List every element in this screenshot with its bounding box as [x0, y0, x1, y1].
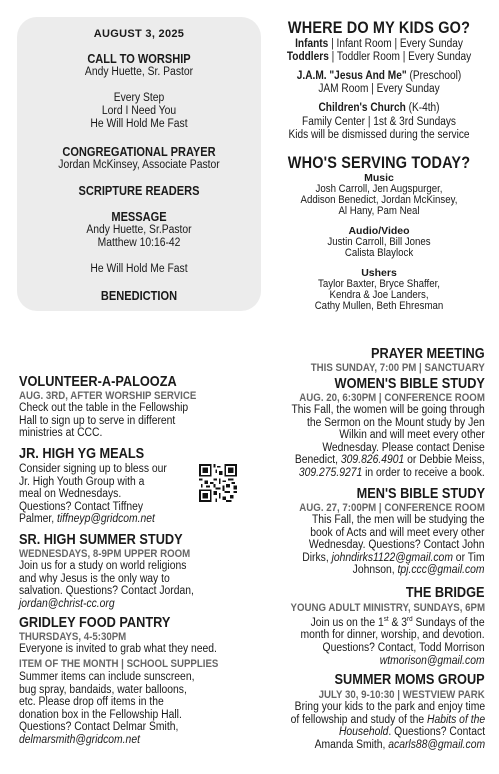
ushers-names-1: Taylor Baxter, Bryce Shaffer, [318, 278, 440, 290]
srhigh-subtitle: WEDNESDAYS, 8-9PM UPPER ROOM [19, 548, 191, 560]
bridge-body: Join us on the 1st & 3rd Sundays of the month for dinner, worship, and devotion. Questions? Contact, Todd Morrison wtmorison@gmail.com [300, 616, 485, 667]
jrhigh-body: Consider signing up to bless our Jr. High Youth Group with a meal on Wednesdays. Questions? Contact Tiffney Palmer, tiffneyp@gridcom.net [19, 463, 167, 526]
pantry-line: Everyone is invited to grab what they need. [19, 643, 217, 655]
childrens-church-detail: Family Center | 1st & 3rd Sundays [302, 116, 456, 128]
song-2: Lord I Need You [101, 105, 177, 117]
pantry-subtitle: THURSDAYS, 4-5:30PM [19, 631, 127, 643]
benediction-heading: BENEDICTION [100, 288, 178, 303]
mens-body: This Fall, the men will be studying the book of Acts and will meet every other Wednesday. Questions? Contact John Dirks, johndirks1122@gmail.com or Tim Johnson, tpj.ccc@gmail.com [302, 514, 485, 577]
pantry-title: GRIDLEY FOOD PANTRY [19, 614, 171, 631]
ushers-names-3: Cathy Mullen, Beth Ehresman [314, 300, 444, 312]
womens-title: WOMEN'S BIBLE STUDY [334, 375, 485, 392]
ushers-names-2: Kendra & Joe Landers, [329, 289, 429, 301]
order-of-service [17, 17, 261, 311]
scripture-heading: SCRIPTURE READERS [78, 183, 200, 198]
ushers-label: Ushers [361, 267, 397, 279]
srhigh-body: Join us for a study on world religions and why Jesus is the only way to salvation. Questions? Contact Jordan, jordan@christ-cc.org [19, 560, 194, 610]
volunteer-subtitle: AUG. 3RD, AFTER WORSHIP SERVICE [19, 390, 197, 402]
mens-subtitle: AUG. 27, 7:00PM | CONFERENCE ROOM [299, 502, 485, 514]
toddlers-line: Toddlers | Toddler Room | Every Sunday [286, 51, 472, 63]
music-names-3: Al Hany, Pam Neal [338, 205, 420, 217]
call-to-worship-heading: CALL TO WORSHIP [87, 51, 191, 66]
message-heading: MESSAGE [111, 209, 167, 224]
womens-body: This Fall, the women will be going through the Sermon on the Mount study by Jen Wilkin and will meet every other Wednesday. Please contact Denise Benedict, 309.826.4901 or Debbie Meiss, 309.275.9271 in order to receive a book. [291, 404, 485, 479]
childrens-church-line: Children's Church (K-4th) [318, 102, 440, 114]
jam-line: J.A.M. "Jesus And Me" (Preschool) [296, 70, 462, 82]
childrens-church-note: Kids will be dismissed during the service [288, 129, 470, 141]
summer-moms-title: SUMMER MOMS GROUP [334, 671, 485, 688]
jam-detail: JAM Room | Every Sunday [318, 83, 440, 95]
music-label: Music [364, 172, 394, 184]
message-speaker: Andy Huette, Sr.Pastor [86, 224, 192, 236]
call-leader: Andy Huette, Sr. Pastor [84, 66, 194, 78]
jrhigh-title: JR. HIGH YG MEALS [19, 445, 145, 462]
music-names-2: Addison Benedict, Jordan McKinsey, [300, 194, 458, 206]
mens-title: MEN'S BIBLE STUDY [356, 485, 485, 502]
prayer-meeting-title: PRAYER MEETING [371, 345, 485, 362]
service-date: AUGUST 3, 2025 [93, 28, 185, 40]
prayer-heading: CONGREGATIONAL PRAYER [62, 144, 216, 159]
prayer-leader: Jordan McKinsey, Associate Pastor [58, 159, 220, 171]
infants-line: Infants | Infant Room | Every Sunday [295, 38, 463, 50]
music-names-1: Josh Carroll, Jen Augspurger, [315, 183, 443, 195]
pantry-month-subtitle: ITEM OF THE MONTH | SCHOOL SUPPLIES [19, 658, 219, 670]
av-label: Audio/Video [348, 225, 410, 237]
pantry-body: Summer items can include sunscreen, bug spray, bandaids, water balloons, etc. Please drop off items in the donation box in the Fellowship Hall. Questions? Contact Delmar Smith, delmarsmith@gridcom.net [19, 671, 195, 746]
bridge-subtitle: YOUNG ADULT MINISTRY, SUNDAYS, 6PM [290, 602, 485, 614]
av-names-1: Justin Carroll, Bill Jones [327, 236, 431, 248]
kids-title: WHERE DO MY KIDS GO? [287, 18, 471, 37]
summer-moms-subtitle: JULY 30, 9-10:30 | WESTVIEW PARK [318, 689, 485, 701]
prayer-meeting-subtitle: THIS SUNDAY, 7:00 PM | SANCTUARY [310, 362, 485, 374]
song-1: Every Step [113, 92, 165, 104]
volunteer-title: VOLUNTEER-A-PALOOZA [19, 373, 177, 390]
volunteer-body: Check out the table in the Fellowship Hall to sign up to serve in different ministries at CCC. [19, 402, 189, 440]
song-3: He Will Hold Me Fast [90, 118, 188, 130]
bridge-title: THE BRIDGE [406, 584, 485, 601]
closing-song: He Will Hold Me Fast [90, 263, 188, 275]
message-passage: Matthew 10:16-42 [97, 237, 181, 249]
qr-code-icon[interactable] [199, 464, 237, 502]
summer-moms-body: Bring your kids to the park and enjoy time of fellowship and study of the Habits of the Household. Questions? Contact Amanda Smith, acarls88@gmail.com [290, 701, 485, 751]
womens-subtitle: AUG. 20, 6:30PM | CONFERENCE ROOM [299, 392, 485, 404]
serving-title: WHO'S SERVING TODAY? [287, 153, 471, 172]
av-names-2: Calista Blaylock [344, 247, 414, 259]
srhigh-title: SR. HIGH SUMMER STUDY [19, 531, 183, 548]
